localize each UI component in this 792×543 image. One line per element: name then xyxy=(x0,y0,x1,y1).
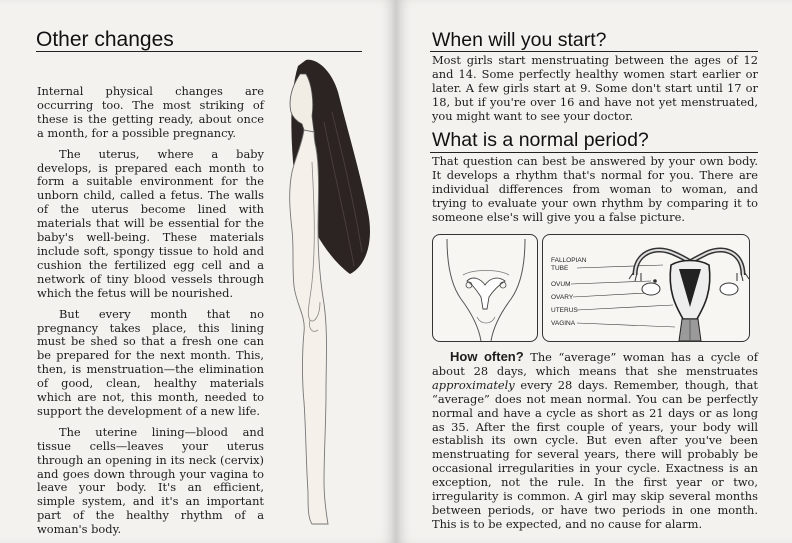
heading-when-will-you-start: When will you start? xyxy=(432,29,607,51)
label-vagina: VAGINA xyxy=(551,320,576,327)
paragraph-intro: Internal physical changes are occurring too. The most striking of these is the getting ready, about once a month, for a possible pregnancy. xyxy=(37,84,264,140)
pelvis-figure xyxy=(432,234,538,342)
label-tube: TUBE xyxy=(551,265,569,272)
section-how-often xyxy=(432,350,758,539)
heading-normal-period: What is a normal period? xyxy=(432,129,649,151)
paragraph-menstruation: But every month that no pregnancy takes place, this lining must be shed so that a fresh one can be prepared for the next month. This, then, is menstruation—the elimination of good, clean, healthy materials which are not, this month, needed to support the development of a new life. xyxy=(37,306,264,418)
section-normal-text xyxy=(432,155,758,232)
label-fallopian: FALLOPIAN xyxy=(551,257,587,264)
heading-rule xyxy=(430,152,758,153)
section-when-text xyxy=(432,54,758,131)
paragraph-when: Most girls start menstruating between the ages of 12 and 14. Some perfectly healthy women start earlier or later. A few girls start at 9. Some don't start until 17 or 18, but if you're over 16 and have not yet menstruated, you might want to see your doctor. xyxy=(432,53,758,123)
reproductive-diagram xyxy=(542,234,750,342)
how-often-text-1: The “average” woman has a cycle of about 28 days, which means that she menstruates xyxy=(432,350,758,378)
paragraph-how-often xyxy=(432,350,758,532)
runin-how-often: How often? xyxy=(450,349,524,364)
page-heading-other-changes: Other changes xyxy=(36,28,174,51)
right-page xyxy=(396,0,792,543)
uterus-diagram-drawing xyxy=(543,235,749,341)
girl-profile-illustration xyxy=(262,52,382,532)
paragraph-uterine-lining: The uterine lining—blood and tissue cells—leaves your uterus through an opening in its neck (cervix) and goes down through your vagina to leave your body. It's an efficient, simple system, and it's an important part of the healthy rhythm of a woman's body. xyxy=(37,424,264,537)
paragraph-uterus: The uterus, where a baby develops, is prepared each month to form a suitable environment for the unborn child, called a fetus. The walls of the uterus become lined with materials that will be essential for the baby's well-being. These materials include soft, spongy tissue to hold and cushion the fertilized egg cell and a network of tiny blood vessels through which the fetus will be nourished. xyxy=(37,146,264,300)
pelvis-outline-drawing xyxy=(433,235,537,341)
left-body-text xyxy=(37,85,264,543)
how-often-italic: approximately xyxy=(432,377,515,392)
paragraph-normal: That question can best be answered by your own body. It develops a rhythm that's normal for you. There are individual differences from woman to woman, and trying to evaluate your own rhythm by comparing it to someone else's will give you a false picture. xyxy=(432,154,758,224)
heading-rule xyxy=(430,51,758,52)
how-often-text-2: every 28 days. Remember, though, that “average” does not mean normal. You can be perfectly normal and have a cycle as short as 21 days or as long as 35. After the first couple of years, your body will establish its own cycle. But even after you've been menstruating for several years, there will probably be occasional irregularities in your cycle. Exactness is an exception, not the rule. In the first year or two, irregularity is common. A girl may skip several months between periods, or have two periods in one month. This is to be expected, and no cause for alarm. xyxy=(432,377,758,531)
label-uterus: UTERUS xyxy=(551,307,578,314)
label-ovum: OVUM xyxy=(551,281,571,288)
label-ovary: OVARY xyxy=(551,294,574,301)
